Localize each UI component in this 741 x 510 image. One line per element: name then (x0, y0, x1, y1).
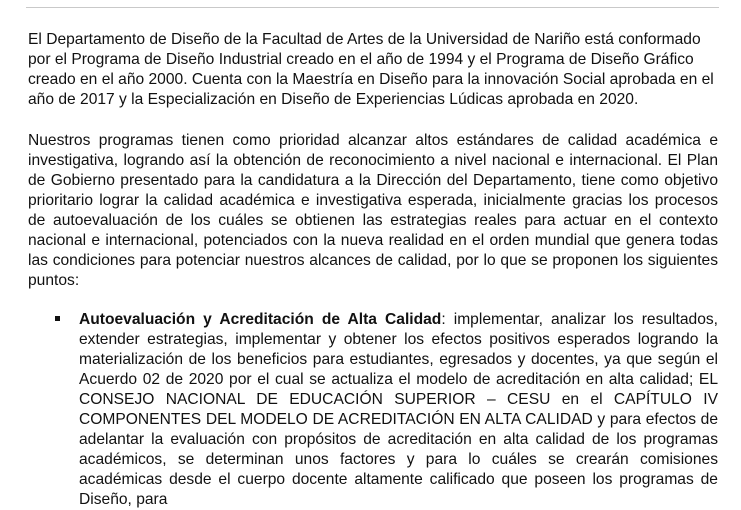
list-item-text: : implementar, analizar los resultados, extender estrategias, implementar y obtener los efectos positivos esperados logrando la materialización de los beneficios para estudiantes, egresados y docentes, ya que según el Acuerdo 02 de 2020 por el cual se actualiza el modelo de acreditación en alta calidad; EL CONSEJO NACIONAL DE EDUCACIÓN SUPERIOR – CESU en el CAPÍTULO IV COMPONENTES DEL MODELO DE ACREDITACIÓN EN ALTA CALIDAD y para efectos de adelantar la evaluación con propósitos de acreditación en alta calidad de los programas académicos, se determinan unos factores y para lo cuáles se crearán comisiones académicas desde el cuerpo docente altamente calificado que poseen los programas de Diseño, para (79, 311, 718, 508)
priorities-paragraph: Nuestros programas tienen como prioridad alcanzar altos estándares de calidad académica e investigativa, logrando así la obtención de reconocimiento a nivel nacional e internacional. El Plan de Gobierno presentado para la candidatura a la Dirección del Departamento, tiene como objetivo prioritario lograr la calidad académica e investigativa esperada, inicialmente gracias los procesos de autoevaluación de los cuáles se obtienen las estrategias reales para actuar en el contexto nacional e internacional, potenciados con la nueva realidad en el orden mundial que genera todas las condiciones para potenciar nuestros alcances de calidad, por lo que se proponen los siguientes puntos: (28, 132, 718, 289)
intro-paragraph: El Departamento de Diseño de la Facultad de Artes de la Universidad de Nariño está conformado por el Programa de Diseño Industrial creado en el año de 1994 y el Programa de Diseño Gráfico creado en el año 2000. Cuenta con la Maestría en Diseño para la innovación Social aprobada en el año de 2017 y la Especialización en Diseño de Experiencias Lúdicas aprobada en 2020. (28, 31, 714, 108)
top-divider (26, 7, 719, 8)
proposal-list (28, 310, 718, 510)
list-item-term: Autoevaluación y Acreditación de Alta Calidad (79, 311, 442, 328)
square-bullet-icon (55, 316, 60, 321)
document-page (28, 30, 718, 510)
list-item (79, 310, 718, 510)
